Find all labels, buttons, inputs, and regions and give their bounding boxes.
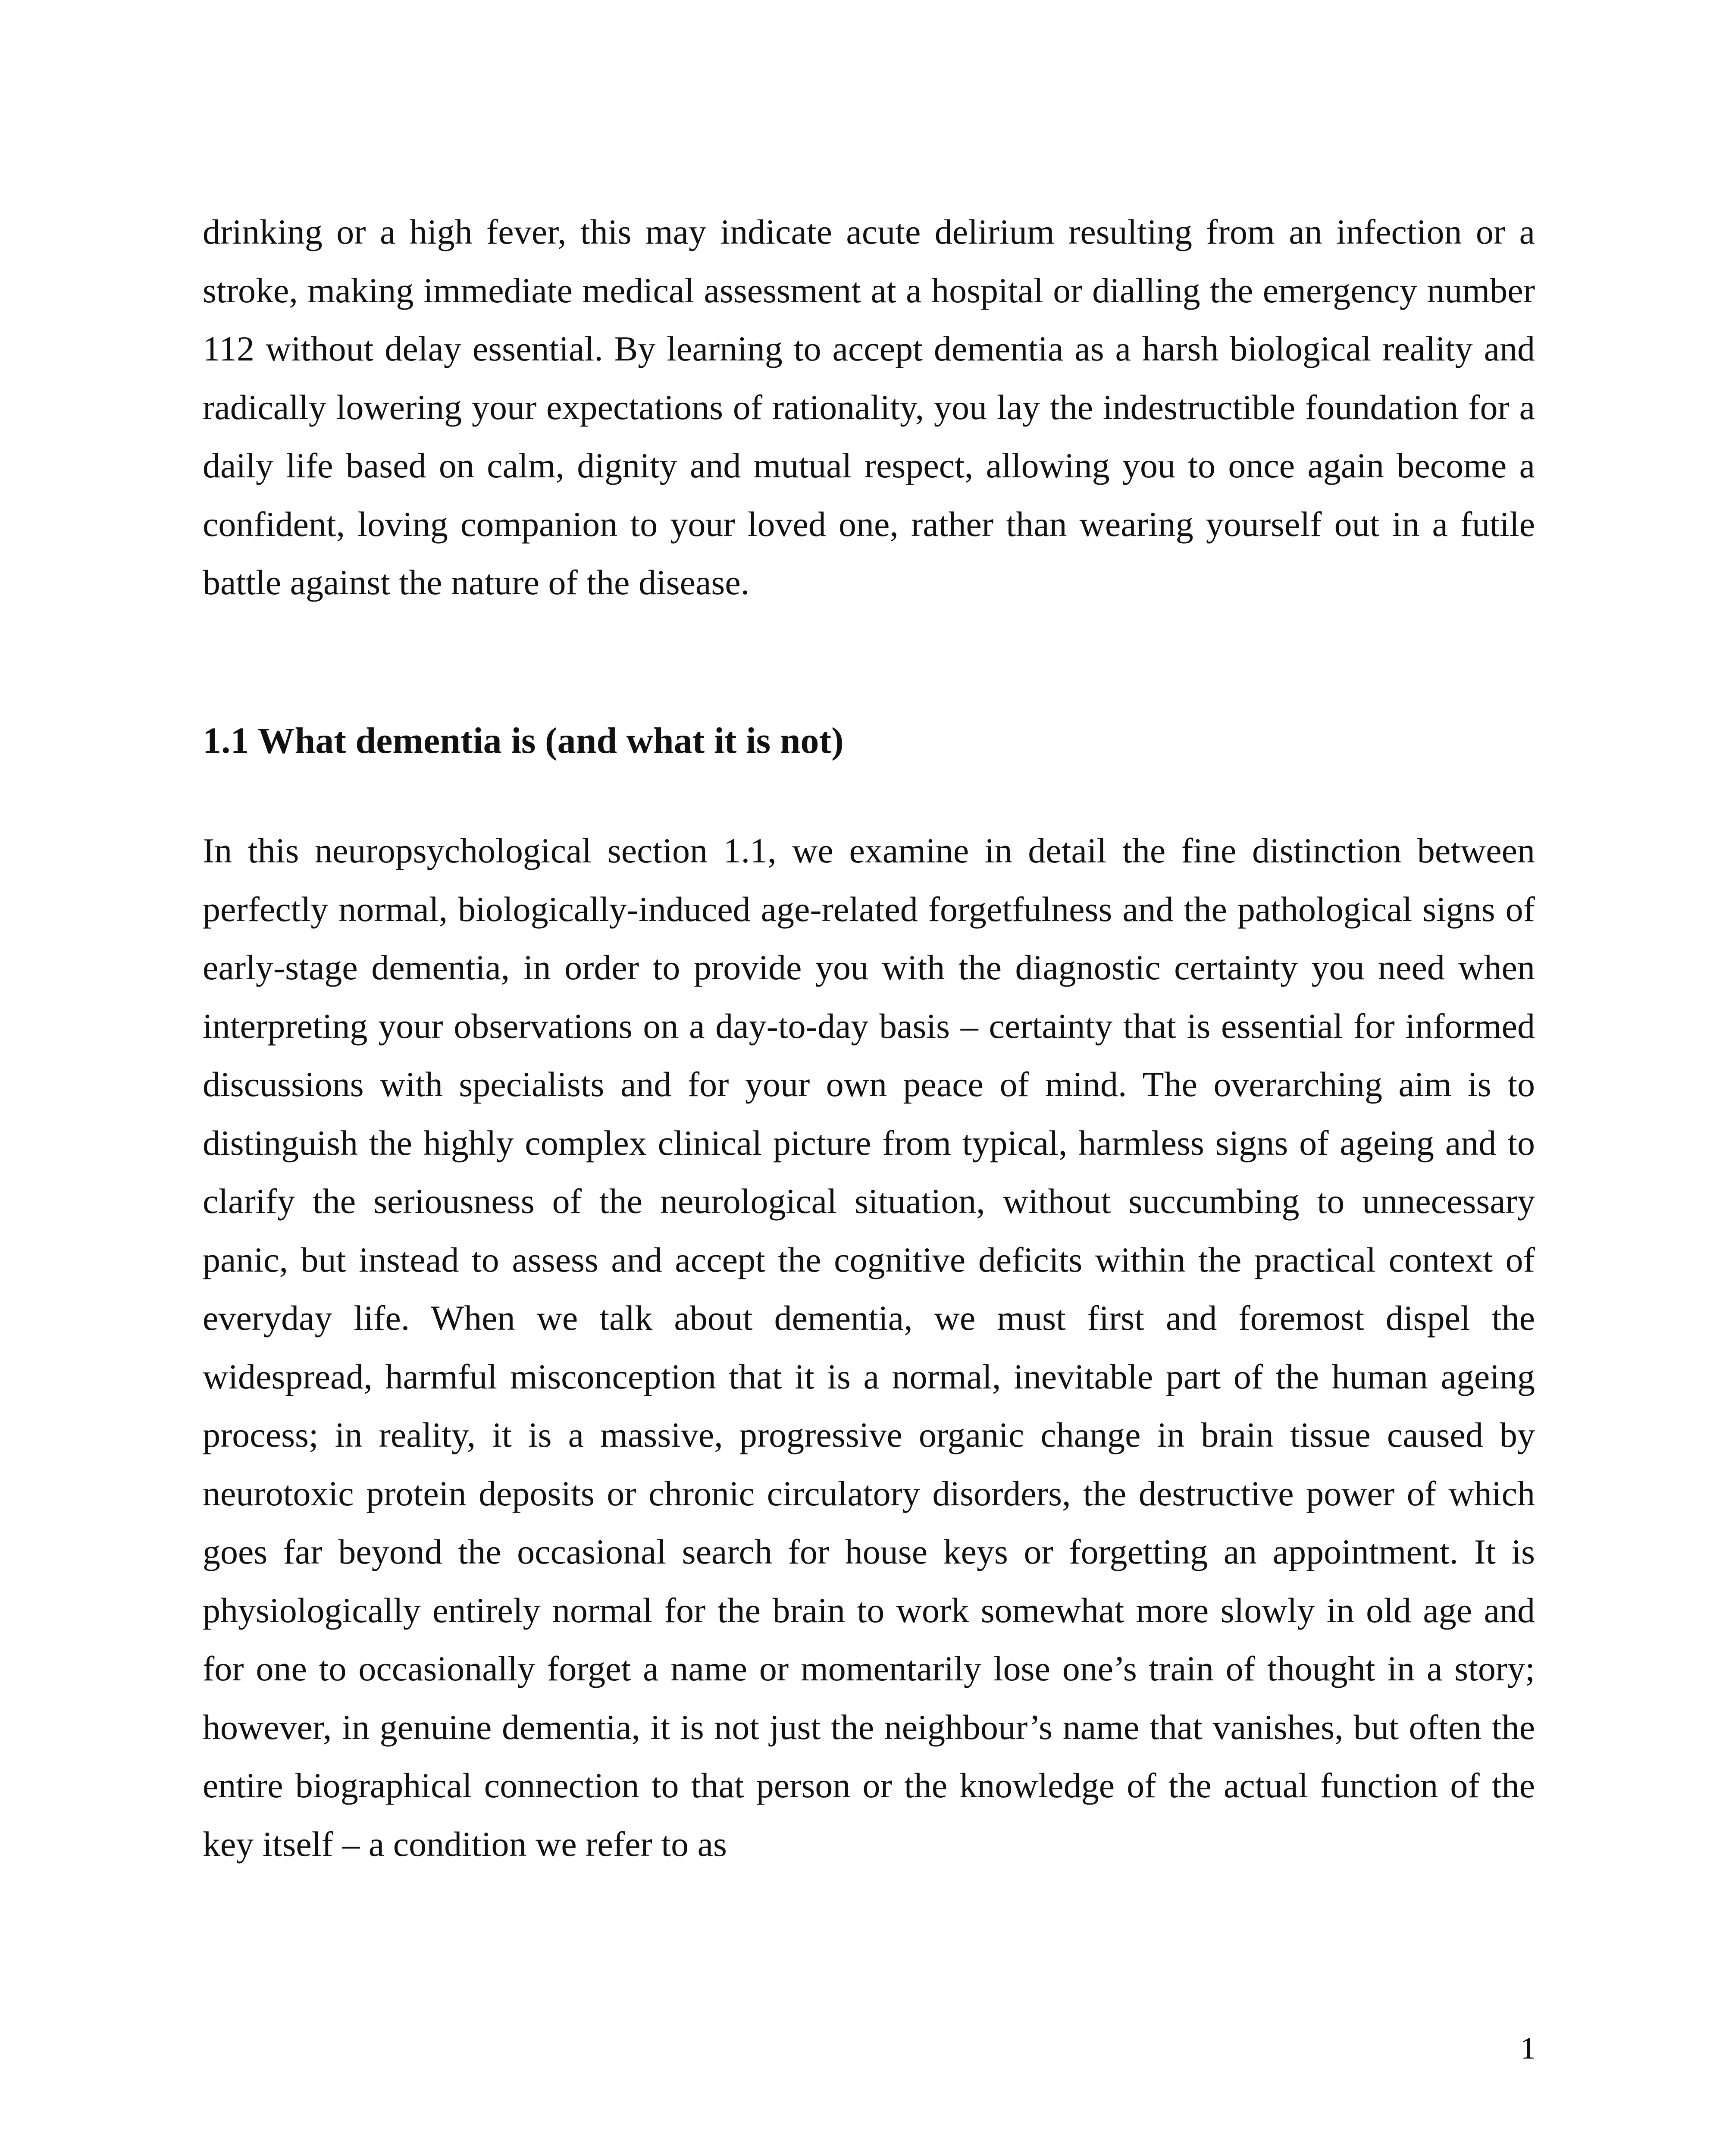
body-text-block xyxy=(203,203,1535,612)
paragraph-continuation: drinking or a high fever, this may indicate acute delirium resulting from an infection or a stroke, making immediate medical assessment at a hospital or dialling the emergency number 112 without delay essential. By learning to accept dementia as a harsh biological reality and radically lowering your expectations of rationality, you lay the indestructible foundation for a daily life based on calm, dignity and mutual respect, allowing you to once again become a confident, loving companion to your loved one, rather than wearing yourself out in a futile battle against the nature of the disease. xyxy=(203,212,1535,602)
section-heading: 1.1 What dementia is (and what it is not) xyxy=(203,720,844,761)
page-number: 1 xyxy=(1520,2031,1536,2065)
body-text-block xyxy=(203,821,1535,1873)
paragraph-section-intro: In this neuropsychological section 1.1, we examine in detail the fine distinction between perfectly normal, biologically-induced age-related forgetfulness and the pathological signs of early-stage dementia, in order to provide you with the diagnostic certainty you need when interpreting your observations on a day-to-day basis – certainty that is essential for informed discussions with specialists and for your own peace of mind. The overarching aim is to distinguish the highly complex clinical picture from typical, harmless signs of ageing and to clarify the seriousness of the neurological situation, without succumbing to unnecessary panic, but instead to assess and accept the cognitive deficits within the practical context of everyday life. When we talk about dementia, we must first and foremost dispel the widespread, harmful misconception that it is a normal, inevitable part of the human ageing process; in reality, it is a massive, progressive organic change in brain tissue caused by neurotoxic protein deposits or chronic circulatory disorders, the destructive power of which goes far beyond the occasional search for house keys or forgetting an appointment. It is physiologically entirely normal for the brain to work somewhat more slowly in old age and for one to occasionally forget a name or momentarily lose one’s train of thought in a story; however, in genuine dementia, it is not just the neighbour’s name that vanishes, but often the entire biographical connection to that person or the knowledge of the actual function of the key itself – a condition we refer to as xyxy=(203,831,1535,1864)
